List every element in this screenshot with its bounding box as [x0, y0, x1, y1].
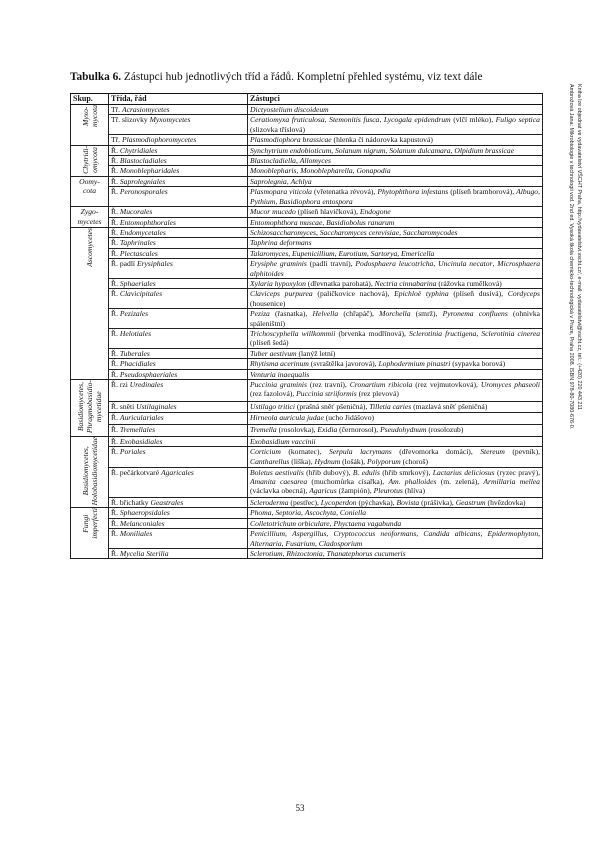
table-row [71, 401, 543, 413]
representatives-cell: Colletotrichum orbiculare, Phyctaena vagabunda [248, 518, 543, 528]
table-group [71, 145, 543, 176]
representatives-cell: Penicillium, Aspergillus, Cryptococcus neoformans, Candida albicans, Epidermophyton, Alternaria, Fusarium, Cladosporium [248, 529, 543, 549]
representatives-cell: Puccinia graminis (rez travní), Cronartium ribicola (rez vejmutovková), Uromyces phaseoli (rez fazolová), Puccinia striiformis (rez plevová) [248, 380, 543, 402]
class-order-cell: Ř. Sphaeropsidales [109, 508, 248, 518]
group-label-cell: Zygo- mycetes [71, 207, 109, 228]
table-row [71, 380, 543, 402]
class-order-cell: Ř. Poriales [109, 447, 248, 467]
table-row [71, 238, 543, 248]
representatives-cell: Ustilago tritici (prašná sněť pšeničná), Tilletia caries (mazlavá sněť pšeničná) [248, 401, 543, 413]
class-order-cell: Ř. Monoblepharidales [109, 166, 248, 176]
header-group: Skup. [71, 94, 109, 105]
side-note-svg [560, 84, 590, 684]
table-row [71, 115, 543, 135]
class-order-cell: Ř. Endomycetales [109, 227, 248, 237]
class-order-cell: Ř. Mucorales [109, 207, 248, 217]
representatives-cell: Phoma, Septoria, Ascochyta, Coniella [248, 508, 543, 518]
table-row [71, 328, 543, 348]
table-row [71, 105, 543, 115]
table-row [71, 548, 543, 558]
fungi-table [70, 93, 543, 559]
class-order-cell: Ř. Helotiales [109, 328, 248, 348]
class-order-cell: Ř. Blastocladiales [109, 156, 248, 166]
representatives-cell: Plasmopara viticola (vřetenatka révová), Phytophthora infestans (plíseň bramborová), Albugo, Pythium, Basidiophora entospora [248, 187, 543, 207]
class-order-cell: Ř. Sphaeriales [109, 278, 248, 288]
table-row [71, 436, 543, 447]
table-row [71, 309, 543, 329]
class-order-cell: Ř. Peronosporales [109, 187, 248, 207]
class-order-cell: Ř. Tremellales [109, 425, 248, 437]
representatives-cell: Sclerotium, Rhizoctonia, Thanatephorus cucumeris [248, 548, 543, 558]
representatives-cell: Dictyostelium discoideum [248, 105, 543, 115]
table-row [71, 425, 543, 437]
class-order-cell: Ř. Tuberales [109, 348, 248, 358]
group-label-cell [71, 145, 109, 176]
class-order-cell: Tř. Plasmodiophoromycetes [109, 135, 248, 145]
table-group [71, 105, 543, 146]
representatives-cell: Erysiphe graminis (padlí travní), Podosphaera leucotricha, Uncinula necator, Microsphaera alphitoides [248, 259, 543, 279]
representatives-cell: Synchytrium endobioticum, Solanum nigrum, Solanum dulcamara, Olpidium brassicae [248, 145, 543, 155]
table-row [71, 508, 543, 518]
group-label: Fungi imperfecti [80, 508, 99, 540]
representatives-cell: Scleroderma (pestřec), Lycoperdon (pýchavka), Bovista (prášivka), Geastrum (hvězdovka) [248, 497, 543, 508]
group-label-cell [71, 105, 109, 146]
caption-label: Tabulka 6. [70, 71, 122, 83]
table-header-row [71, 94, 543, 105]
class-order-cell: Ř. Moniliales [109, 529, 248, 549]
table-row [71, 187, 543, 207]
class-order-cell: Ř. Clavicipitales [109, 289, 248, 309]
table-row [71, 135, 543, 145]
table-row [71, 447, 543, 467]
representatives-cell: Ceratiomyxa fruticulosa, Stemonitis fusca, Lycogala epidendrum (vlčí mléko), Fuligo septica (slizovka tříslová) [248, 115, 543, 135]
representatives-cell: Venturia inaequalis [248, 369, 543, 379]
table-row [71, 156, 543, 166]
representatives-cell: Exobasidium vaccinii [248, 436, 543, 447]
group-label: Chytridi- omycota [80, 145, 99, 174]
class-order-cell: Ř. rzi Uredinales [109, 380, 248, 402]
table-row [71, 348, 543, 358]
representatives-cell: Xylaria hypoxylon (dřevnatka parohatá), Nectria cinnabarina (rážovka rumělková) [248, 278, 543, 288]
representatives-cell: Tuber aestivum (lanýž letní) [248, 348, 543, 358]
representatives-cell: Tremella (rosolovka), Exidia (černorosol), Pseudohydnum (rosolozub) [248, 425, 543, 437]
table-row [71, 359, 543, 369]
class-order-cell: Ř. Pezizales [109, 309, 248, 329]
class-order-cell: Ř. Plectascales [109, 248, 248, 258]
table-row [71, 413, 543, 425]
table-row [71, 227, 543, 237]
table-group [71, 508, 543, 559]
class-order-cell: Ř. Entomophthorales [109, 217, 248, 227]
representatives-cell: Taphrina deformans [248, 238, 543, 248]
table-row [71, 467, 543, 497]
class-order-cell: Ř. Taphrinales [109, 238, 248, 248]
group-label-cell [71, 508, 109, 559]
class-order-cell: Tř. slizovky Myxomycetes [109, 115, 248, 135]
group-label: Myxo- mycota [80, 105, 99, 127]
table-row [71, 289, 543, 309]
representatives-cell: Hirneola auricula judae (ucho Jidášovo) [248, 413, 543, 425]
group-label: Basidiomycetes, Phragmobasidio- mycetidae [76, 380, 103, 434]
representatives-cell: Saprolegnia, Achlya [248, 176, 543, 186]
class-order-cell: Ř. Pseudosphaeriales [109, 369, 248, 379]
table-row [71, 497, 543, 508]
table-row [71, 176, 543, 186]
table-group [71, 227, 543, 379]
representatives-cell: Blastocladiella, Allomyces [248, 156, 543, 166]
table-row [71, 217, 543, 227]
table-caption [70, 70, 540, 84]
group-label: Ascomycetes [85, 227, 94, 267]
representatives-cell: Talaromyces, Eupenicillium, Eurotium, Sartorya, Emericella [248, 248, 543, 258]
header-class-order: Třída, řád [109, 94, 248, 105]
side-note-line-2: Kniha lze objednat ve vydavatelství VŠCHT Praha, http://vydavatelstvi.vscht.cz/, e-mail: vydavatelstvi@vscht.cz, tel.: (+420) 220 443 211 [576, 84, 582, 411]
class-order-cell: Ř. Exobasidiales [109, 436, 248, 447]
class-order-cell: Ř. břichatky Geastrales [109, 497, 248, 508]
table-row [71, 369, 543, 379]
table-group [71, 436, 543, 508]
table-row [71, 518, 543, 528]
header-representatives: Zástupci [248, 94, 543, 105]
representatives-cell: Rhytisma acerinum (svraštělka javorová), Lophodermium pinastri (sypavka borová) [248, 359, 543, 369]
class-order-cell: Ř. Phacidiales [109, 359, 248, 369]
representatives-cell: Monoblepharis, Monoblepharella, Gonapodia [248, 166, 543, 176]
class-order-cell: Ř. Chytridiales [109, 145, 248, 155]
representatives-cell: Peziza (řasnatka), Helvella (chřapáč), Morchella (smrž), Pyronema confluens (ohnivka spáleništní) [248, 309, 543, 329]
representatives-cell: Boletus aestivalis (hřib dubový), B. edulis (hřib smrkový), Lactarius deliciosus (ryzec pravý), Amanita caesarea (muchomůrka císařka), Am. phalloides (m. zelená), Armillaria mellea (václavka obecná), Agaricus (žampión), Pleurotus (hlíva) [248, 467, 543, 497]
class-order-cell: Ř. Auriculariales [109, 413, 248, 425]
class-order-cell: Ř. padlí Erysiphales [109, 259, 248, 279]
representatives-cell: Trichoscyphella willkommii (brvenka modřínová), Sclerotinia fructigena, Sclerotinia cinerea (plíseň šedá) [248, 328, 543, 348]
representatives-cell: Claviceps purpurea (paličkovice nachová), Epichloë typhina (plíseň dusivá), Cordyceps (housenice) [248, 289, 543, 309]
table-row [71, 529, 543, 549]
table-row [71, 145, 543, 155]
page-number: 53 [295, 803, 305, 813]
table-row [71, 207, 543, 217]
table-row [71, 166, 543, 176]
representatives-cell: Entomophthora muscae, Basidiobolus ranarum [248, 217, 543, 227]
side-note-line-1: Ambrožová Jana: Mikrobiologie v technologii vod. 2nd ed. Vysoká škola chemicko-technologická v Praze, Praha 2008. ISBN 978-80-7080-676-0. [568, 84, 574, 430]
class-order-cell: Ř. Mycelia Sterilia [109, 548, 248, 558]
table-row [71, 248, 543, 258]
table-group [71, 176, 543, 206]
class-order-cell: Ř. pečárkotvaré Agaricales [109, 467, 248, 497]
table-row [71, 278, 543, 288]
group-label-cell [71, 436, 109, 508]
group-label-cell [71, 380, 109, 437]
representatives-cell: Schizosaccharomyces, Saccharomyces cerevisiae, Saccharomycodes [248, 227, 543, 237]
table-row [71, 259, 543, 279]
group-label: Basidiomycetes, Holobasidiomycetidae [80, 436, 99, 505]
class-order-cell: Ř. Melanconiales [109, 518, 248, 528]
representatives-cell: Mucor mucedo (plíseň hlavičková), Endogone [248, 207, 543, 217]
representatives-cell: Corticium (kornatec), Serpula lacrymans (dřevomorka domácí), Stereum (pevník), Cantharellus (liška), Hydnum (lošák), Polyporum (choroš) [248, 447, 543, 467]
class-order-cell: Tř. Acrasiomycetes [109, 105, 248, 115]
group-label-cell: Oomy- cota [71, 176, 109, 206]
class-order-cell: Ř. Saprolegniales [109, 176, 248, 186]
side-note [560, 84, 590, 684]
group-label-cell [71, 227, 109, 379]
class-order-cell: Ř. sněti Ustilaginales [109, 401, 248, 413]
caption-text: Zástupci hub jednotlivých tříd a řádů. Kompletní přehled systému, viz text dále [121, 71, 483, 83]
table-group [71, 380, 543, 437]
table-group [71, 207, 543, 228]
representatives-cell: Plasmodiophora brassicae (hlenka či nádorovka kapustová) [248, 135, 543, 145]
